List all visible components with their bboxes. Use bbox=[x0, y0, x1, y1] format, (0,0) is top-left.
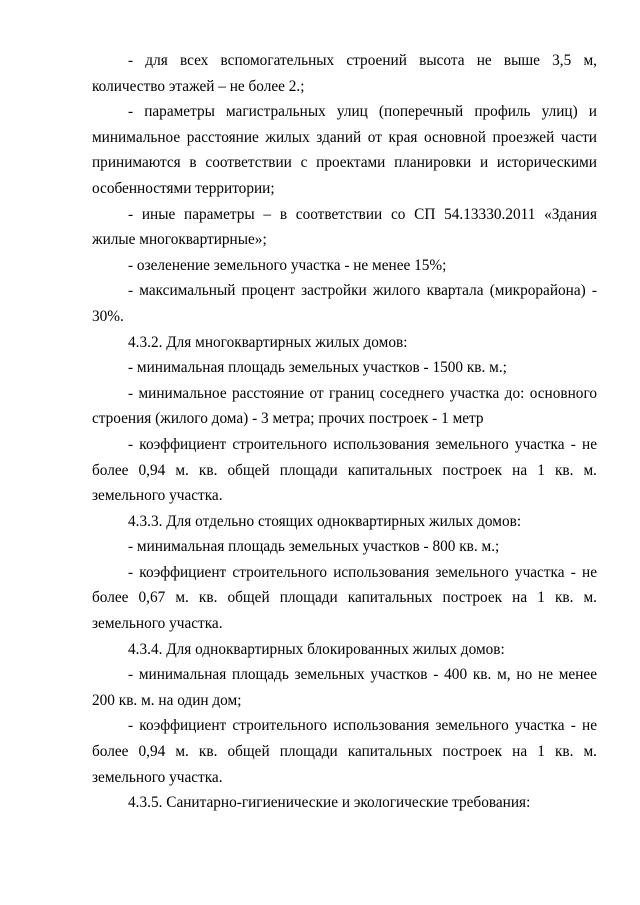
paragraph-auxiliary-buildings-height: - для всех вспомогательных строений высота не выше 3,5 м, количество этажей – не более 2.; bbox=[92, 52, 597, 95]
section-heading-4-3-2: 4.3.2. Для многоквартирных жилых домов: bbox=[128, 333, 408, 351]
paragraph-main-streets-parameters: - параметры магистральных улиц (поперечный профиль улиц) и минимальное расстояние жилых зданий от края основной проезжей части принимаются в соответствии с проектами планировки и историческими особенностями территории; bbox=[92, 103, 597, 197]
paragraph-min-plot-area-1500: - минимальная площадь земельных участков - 1500 кв. м.; bbox=[128, 359, 507, 377]
document-body bbox=[92, 48, 597, 816]
paragraph-min-distance-neighbor: - минимальное расстояние от границ соседнего участка до: основного строения (жилого дома) - 3 метра; прочих построек - 1 метр bbox=[92, 384, 597, 428]
paragraph-other-parameters: - иные параметры – в соответствии со СП 54.13330.2011 «Здания жилые многоквартирные»; bbox=[92, 205, 597, 249]
paragraph-min-plot-area-800: - минимальная площадь земельных участков - 800 кв. м.; bbox=[128, 538, 500, 556]
paragraph-coefficient-094-multi: - коэффициент строительного использования земельного участка - не более 0,94 м. кв. общей площади капитальных построек на 1 кв. м. земельного участка. bbox=[92, 435, 597, 505]
paragraph-coefficient-067: - коэффициент строительного использования земельного участка - не более 0,67 м. кв. общей площади капитальных построек на 1 кв. м. земельного участка. bbox=[92, 563, 597, 633]
paragraph-landscaping: - озеленение земельного участка - не менее 15%; bbox=[128, 256, 447, 274]
section-heading-4-3-3: 4.3.3. Для отдельно стоящих одноквартирных жилых домов: bbox=[128, 512, 522, 530]
paragraph-min-plot-area-400: - минимальная площадь земельных участков - 400 кв. м, но не менее 200 кв. м. на один дом; bbox=[92, 666, 597, 709]
paragraph-max-building-percent: - максимальный процент застройки жилого квартала (микрорайона) - 30%. bbox=[92, 282, 597, 325]
section-heading-4-3-4: 4.3.4. Для одноквартирных блокированных жилых домов: bbox=[128, 640, 505, 658]
paragraph-coefficient-094-blocked: - коэффициент строительного использования земельного участка - не более 0,94 м. кв. общей площади капитальных построек на 1 кв. м. земельного участка. bbox=[92, 717, 597, 786]
section-heading-4-3-5: 4.3.5. Санитарно-гигиенические и экологические требования: bbox=[128, 794, 531, 812]
